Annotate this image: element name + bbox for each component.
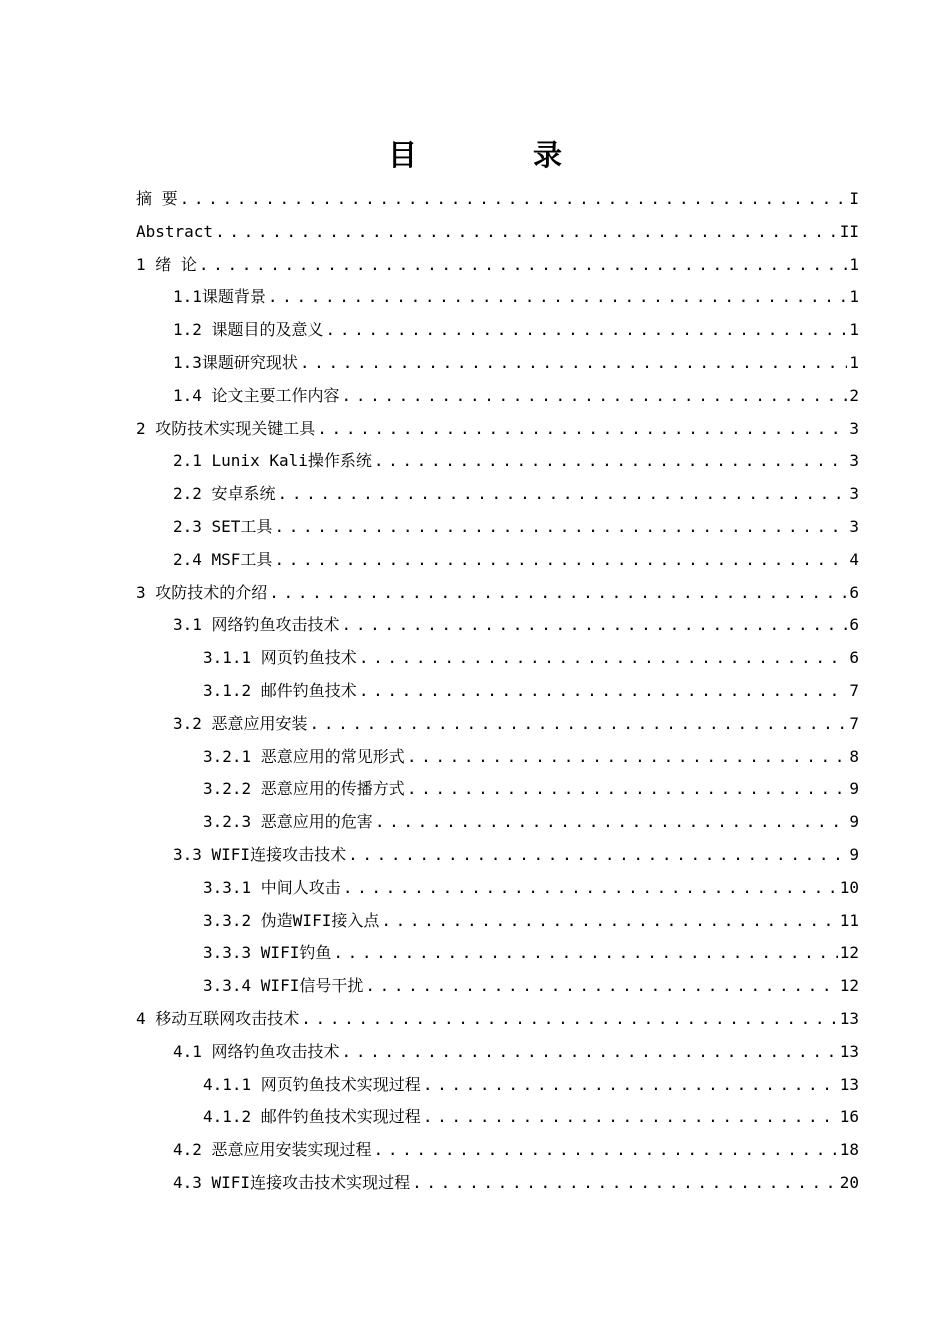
toc-entry-page-number: 6 bbox=[849, 583, 859, 602]
toc-entry-label: 1.2 课题目的及意义 bbox=[173, 320, 324, 339]
toc-entry[interactable] bbox=[203, 645, 859, 669]
toc-entry-label: 3.3.3 WIFI钓鱼 bbox=[203, 943, 332, 962]
toc-entry[interactable] bbox=[203, 1104, 859, 1128]
toc-dot-leader bbox=[365, 975, 837, 997]
toc-entry-label: 3.2 恶意应用安装 bbox=[173, 714, 308, 733]
toc-entry-label: 2.4 MSF工具 bbox=[173, 550, 273, 569]
toc-dot-leader bbox=[348, 844, 847, 866]
toc-entry[interactable] bbox=[136, 416, 859, 440]
page-title: 目 录 bbox=[387, 138, 616, 172]
toc-entry[interactable] bbox=[173, 1039, 859, 1063]
toc-entry-page-number: 2 bbox=[849, 386, 859, 405]
toc-entry[interactable] bbox=[203, 809, 859, 833]
toc-dot-leader bbox=[301, 1008, 837, 1030]
toc-entry-page-number: 20 bbox=[839, 1173, 859, 1192]
toc-entry-page-number: 18 bbox=[839, 1140, 859, 1159]
toc-entry[interactable] bbox=[203, 908, 859, 932]
toc-entry-label: 2.2 安卓系统 bbox=[173, 484, 276, 503]
toc-entry[interactable] bbox=[203, 744, 859, 768]
toc-dot-leader bbox=[215, 221, 838, 243]
toc-dot-leader bbox=[274, 516, 847, 538]
toc-entry[interactable] bbox=[173, 842, 859, 866]
toc-dot-leader bbox=[180, 188, 848, 210]
toc-entry-page-number: 7 bbox=[849, 714, 859, 733]
toc-entry-page-number: 8 bbox=[849, 747, 859, 766]
toc-entry-page-number: 13 bbox=[839, 1042, 859, 1061]
toc-dot-leader bbox=[268, 286, 847, 308]
toc-entry-label: 1.3课题研究现状 bbox=[173, 353, 298, 372]
toc-entry-label: 3.3.4 WIFI信号干扰 bbox=[203, 976, 364, 995]
toc-dot-leader bbox=[278, 483, 848, 505]
toc-entry-label: 4.1.2 邮件钓鱼技术实现过程 bbox=[203, 1107, 421, 1126]
toc-entry[interactable] bbox=[173, 284, 859, 308]
toc-entry-label: 1.4 论文主要工作内容 bbox=[173, 386, 340, 405]
toc-dot-leader bbox=[412, 1172, 838, 1194]
toc-entry-label: 3.3 WIFI连接攻击技术 bbox=[173, 845, 347, 864]
toc-entry[interactable] bbox=[203, 678, 859, 702]
toc-entry-page-number: 3 bbox=[849, 419, 859, 438]
toc-dot-leader bbox=[333, 942, 837, 964]
toc-dot-leader bbox=[407, 746, 848, 768]
toc-dot-leader bbox=[423, 1106, 838, 1128]
toc-entry-label: 4.2 恶意应用安装实现过程 bbox=[173, 1140, 372, 1159]
toc-entry[interactable] bbox=[173, 1137, 859, 1161]
toc-entry[interactable] bbox=[173, 350, 859, 374]
toc-entry[interactable] bbox=[173, 711, 859, 735]
toc-entry-label: 3.3.1 中间人攻击 bbox=[203, 878, 341, 897]
toc-entry-page-number: 3 bbox=[849, 517, 859, 536]
toc-entry-label: 3.1 网络钓鱼攻击技术 bbox=[173, 615, 340, 634]
toc-entry-label: 3.3.2 伪造WIFI接入点 bbox=[203, 911, 380, 930]
toc-entry[interactable] bbox=[136, 219, 859, 243]
toc-entry[interactable] bbox=[136, 1006, 859, 1030]
toc-entry[interactable] bbox=[173, 448, 859, 472]
toc-dot-leader bbox=[423, 1074, 838, 1096]
toc-entry-page-number: 6 bbox=[849, 648, 859, 667]
toc-dot-leader bbox=[199, 254, 847, 276]
toc-dot-leader bbox=[342, 614, 848, 636]
toc-dot-leader bbox=[359, 647, 848, 669]
toc-dot-leader bbox=[375, 811, 848, 833]
toc-entry[interactable] bbox=[203, 973, 859, 997]
toc-entry-label: 2.3 SET工具 bbox=[173, 517, 273, 536]
toc-entry-label: 1.1课题背景 bbox=[173, 287, 266, 306]
toc-dot-leader bbox=[300, 352, 847, 374]
toc-dot-leader bbox=[274, 549, 847, 571]
toc-entry-label: 摘 要 bbox=[136, 189, 178, 208]
toc-dot-leader bbox=[374, 1139, 838, 1161]
toc-entry-label: 2.1 Lunix Kali操作系统 bbox=[173, 451, 372, 470]
toc-entry-label: Abstract bbox=[136, 222, 214, 241]
toc-entry-label: 3.1.2 邮件钓鱼技术 bbox=[203, 681, 357, 700]
toc-entry-page-number: 4 bbox=[849, 550, 859, 569]
toc-dot-leader bbox=[407, 778, 848, 800]
toc-entry-label: 4.1.1 网页钓鱼技术实现过程 bbox=[203, 1075, 421, 1094]
toc-entry-page-number: 12 bbox=[839, 976, 859, 995]
toc-entry-page-number: 3 bbox=[849, 451, 859, 470]
toc-entry-label: 3.1.1 网页钓鱼技术 bbox=[203, 648, 357, 667]
toc-entry-label: 4 移动互联网攻击技术 bbox=[136, 1009, 300, 1028]
toc-entry[interactable] bbox=[203, 776, 859, 800]
toc-entry-page-number: 1 bbox=[849, 255, 859, 274]
toc-entry[interactable] bbox=[173, 514, 859, 538]
toc-entry-page-number: 13 bbox=[839, 1009, 859, 1028]
toc-entry[interactable] bbox=[136, 186, 859, 210]
toc-entry-label: 1 绪 论 bbox=[136, 255, 197, 274]
toc-entry-page-number: 6 bbox=[849, 615, 859, 634]
toc-entry-page-number: 3 bbox=[849, 484, 859, 503]
toc-entry-label: 4.1 网络钓鱼攻击技术 bbox=[173, 1042, 340, 1061]
toc-entry[interactable] bbox=[173, 547, 859, 571]
toc-dot-leader bbox=[310, 713, 848, 735]
toc-entry-page-number: 9 bbox=[849, 845, 859, 864]
toc-entry-page-number: 9 bbox=[849, 779, 859, 798]
toc-entry-page-number: 13 bbox=[839, 1075, 859, 1094]
toc-entry[interactable] bbox=[203, 875, 859, 899]
toc-entry-page-number: I bbox=[849, 189, 859, 208]
toc-entry-label: 3.2.3 恶意应用的危害 bbox=[203, 812, 373, 831]
toc-entry-page-number: II bbox=[839, 222, 859, 241]
toc-entry-page-number: 11 bbox=[839, 911, 859, 930]
toc-entry[interactable] bbox=[173, 1170, 859, 1194]
toc-entry[interactable] bbox=[173, 383, 859, 407]
toc-dot-leader bbox=[343, 877, 838, 899]
toc-entry-page-number: 1 bbox=[849, 320, 859, 339]
toc-entry-page-number: 7 bbox=[849, 681, 859, 700]
toc-dot-leader bbox=[326, 319, 848, 341]
toc-entry[interactable] bbox=[203, 940, 859, 964]
toc-entry-page-number: 16 bbox=[839, 1107, 859, 1126]
toc-entry-label: 3.2.2 恶意应用的传播方式 bbox=[203, 779, 405, 798]
toc-entry[interactable] bbox=[173, 317, 859, 341]
toc-dot-leader bbox=[381, 910, 837, 932]
toc-dot-leader bbox=[374, 450, 847, 472]
toc-entry[interactable] bbox=[173, 481, 859, 505]
toc-entry-page-number: 12 bbox=[839, 943, 859, 962]
toc-entry-label: 2 攻防技术实现关键工具 bbox=[136, 419, 316, 438]
toc-entry[interactable] bbox=[203, 1072, 859, 1096]
toc-entry-label: 3.2.1 恶意应用的常见形式 bbox=[203, 747, 405, 766]
toc-entry-label: 4.3 WIFI连接攻击技术实现过程 bbox=[173, 1173, 411, 1192]
toc-entry[interactable] bbox=[136, 252, 859, 276]
toc-entry[interactable] bbox=[136, 580, 859, 604]
toc-dot-leader bbox=[317, 418, 847, 440]
toc-entry[interactable] bbox=[173, 612, 859, 636]
toc-entry-label: 3 攻防技术的介绍 bbox=[136, 583, 268, 602]
toc-dot-leader bbox=[359, 680, 848, 702]
toc-dot-leader bbox=[342, 1041, 838, 1063]
toc-entry-page-number: 1 bbox=[849, 353, 859, 372]
toc-entry-page-number: 1 bbox=[849, 287, 859, 306]
toc-dot-leader bbox=[269, 582, 847, 604]
toc-entry-page-number: 10 bbox=[839, 878, 859, 897]
toc-dot-leader bbox=[342, 385, 848, 407]
toc-entry-page-number: 9 bbox=[849, 812, 859, 831]
